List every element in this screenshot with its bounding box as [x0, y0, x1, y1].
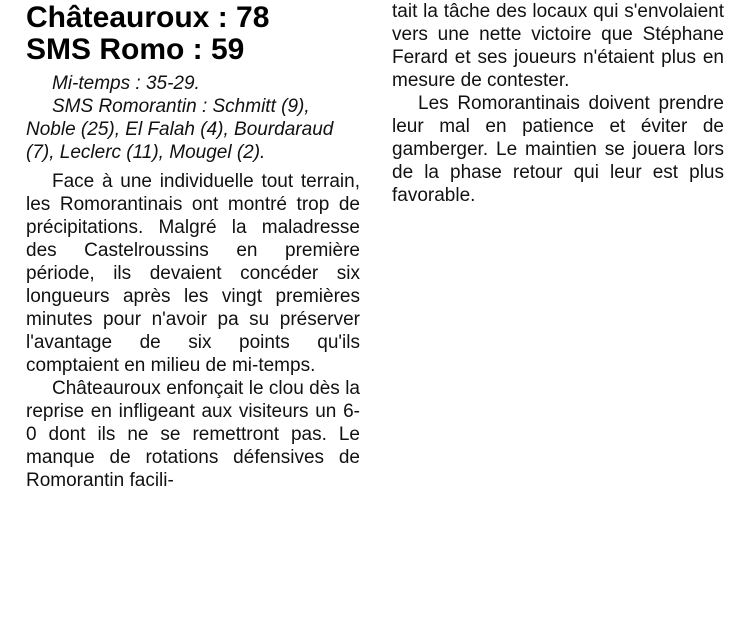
- article-body-right: [392, 0, 724, 207]
- headline-home-score: Châteauroux : 78: [26, 1, 270, 34]
- paragraph-2-start: Châteauroux enfonçait le clou dès la reprise en infligeant aux visiteurs un 6-0 dont ils ne se remettront pas. Le manque de rotations défensives de Romorantin facili-: [26, 378, 360, 491]
- match-summary: [26, 72, 360, 164]
- team-lineup: SMS Romorantin : Schmitt (9), Noble (25), El Falah (4), Bourdaraud (7), Leclerc (11), Mougel (2).: [26, 96, 334, 163]
- headline: [26, 2, 360, 66]
- headline-away-score: SMS Romo : 59: [26, 33, 245, 66]
- paragraph-2-end: tait la tâche des locaux qui s'envolaient vers une nette victoire que Stéphane Ferard et ses joueurs n'étaient plus en mesure de contester.: [392, 1, 724, 91]
- paragraph-1: Face à une individuelle tout terrain, les Romorantinais ont montré trop de précipitations. Malgré la maladresse des Castelroussins en première période, ils devaient concéder six longueurs après les vingt premières minutes pour n'avoir pa su préserver l'avantage de six points qu'ils comptaient en milieu de mi-temps.: [26, 171, 360, 376]
- paragraph-3: Les Romorantinais doivent prendre leur mal en patience et éviter de gamberger. Le maintien se jouera lors de la phase retour qui leur est plus favorable.: [392, 93, 724, 206]
- right-column: [392, 0, 724, 207]
- left-column: [26, 0, 360, 492]
- article-body-left: [26, 170, 360, 492]
- halftime-score: Mi-temps : 35-29.: [52, 73, 200, 94]
